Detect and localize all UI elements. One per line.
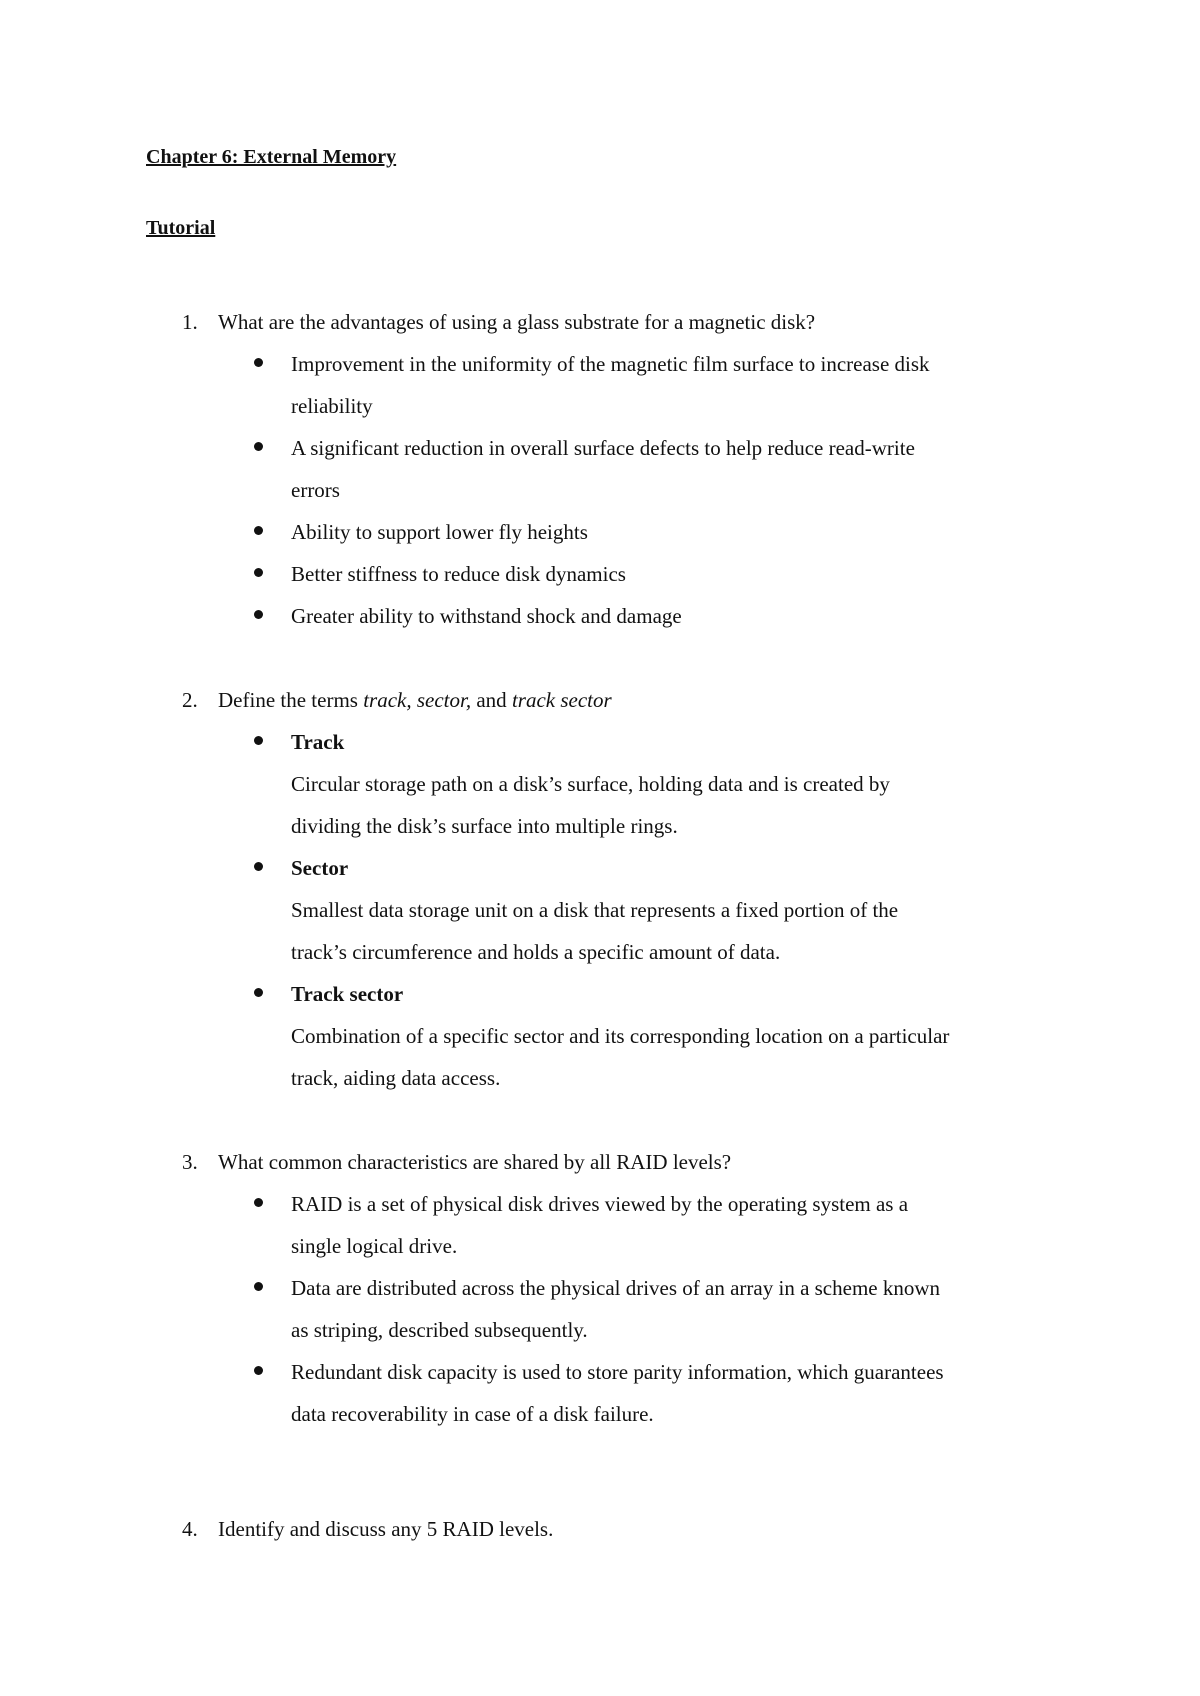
- answer-line: Redundant disk capacity is used to store parity information, which guarantees: [291, 1360, 944, 1384]
- answer-line: reliability: [291, 394, 373, 418]
- answer-line: RAID is a set of physical disk drives viewed by the operating system as a: [291, 1192, 909, 1216]
- question-number: 2.: [182, 688, 198, 712]
- term-heading: Track: [291, 730, 345, 754]
- bullet-dot: [254, 442, 263, 451]
- bullet-dot: [254, 358, 263, 367]
- definition-line: Combination of a specific sector and its corresponding location on a particular: [291, 1024, 950, 1048]
- definition-line: track’s circumference and holds a specific amount of data.: [291, 940, 781, 964]
- answer-line: errors: [291, 478, 340, 502]
- bullet-dot: [254, 526, 263, 535]
- definition-line: Circular storage path on a disk’s surface, holding data and is created by: [291, 772, 890, 796]
- answer-line: A significant reduction in overall surface defects to help reduce read-write: [291, 436, 915, 460]
- term-heading: Sector: [291, 856, 349, 880]
- bullet-dot: [254, 610, 263, 619]
- question-text: What common characteristics are shared by all RAID levels?: [218, 1150, 732, 1174]
- question-number: 3.: [182, 1150, 198, 1174]
- question-text-part: and: [471, 688, 512, 712]
- question-number: 1.: [182, 310, 198, 334]
- bullet-dot: [254, 568, 263, 577]
- answer-line: Ability to support lower fly heights: [291, 520, 588, 544]
- tutorial-heading: Tutorial: [146, 217, 216, 239]
- answer-line: single logical drive.: [291, 1234, 458, 1258]
- bullet-dot: [254, 988, 263, 997]
- definition-line: Smallest data storage unit on a disk that represents a fixed portion of the: [291, 898, 899, 922]
- definition-line: dividing the disk’s surface into multiple rings.: [291, 814, 678, 838]
- term-heading: Track sector: [291, 982, 404, 1006]
- answer-line: Improvement in the uniformity of the magnetic film surface to increase disk: [291, 352, 930, 376]
- answer-line: Greater ability to withstand shock and damage: [291, 604, 682, 628]
- answer-line: Data are distributed across the physical drives of an array in a scheme known: [291, 1276, 941, 1300]
- question-number: 4.: [182, 1517, 198, 1541]
- question-text: Identify and discuss any 5 RAID levels.: [218, 1517, 554, 1541]
- chapter-title: Chapter 6: External Memory: [146, 146, 397, 168]
- answer-line: as striping, described subsequently.: [291, 1318, 588, 1342]
- bullet-dot: [254, 1366, 263, 1375]
- bullet-dot: [254, 1198, 263, 1207]
- bullet-dot: [254, 1282, 263, 1291]
- answer-line: data recoverability in case of a disk failure.: [291, 1402, 654, 1426]
- question-text-term: track, sector,: [363, 688, 472, 712]
- question-text: [218, 688, 612, 713]
- answer-line: Better stiffness to reduce disk dynamics: [291, 562, 626, 586]
- definition-line: track, aiding data access.: [291, 1066, 501, 1090]
- question-text: What are the advantages of using a glass substrate for a magnetic disk?: [218, 310, 816, 334]
- bullet-dot: [254, 736, 263, 745]
- question-text-term: track sector: [511, 688, 612, 712]
- bullet-dot: [254, 862, 263, 871]
- question-text-part: Define the terms: [218, 688, 364, 712]
